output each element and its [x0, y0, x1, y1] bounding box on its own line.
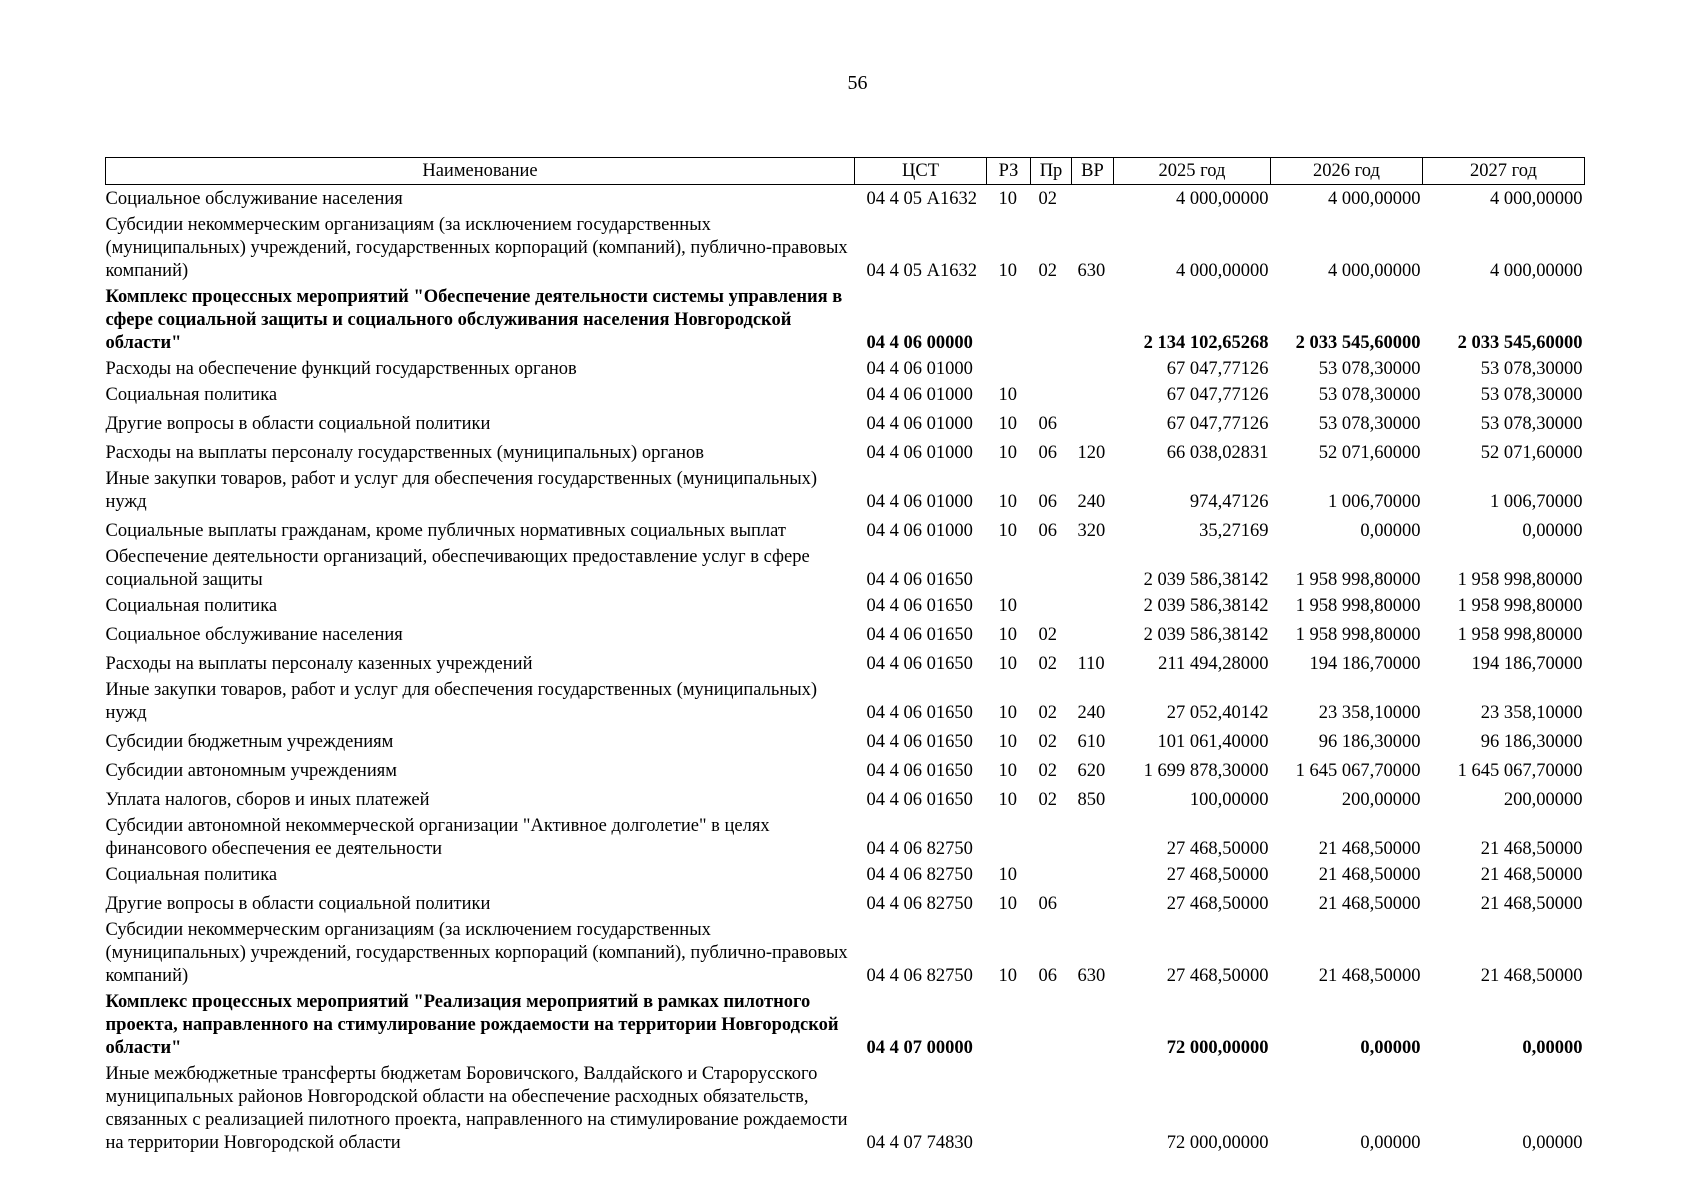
header-2025: 2025 год: [1114, 158, 1271, 185]
row-vr: [1072, 887, 1114, 916]
row-vr: 620: [1077, 761, 1106, 781]
row-cst: 04 4 06 01650: [866, 790, 973, 810]
row-cst: 04 4 06 82750: [866, 865, 973, 885]
row-vr: [1072, 988, 1114, 1060]
row-rz: 10: [998, 790, 1017, 810]
row-name: Субсидии автономным учреждениям: [105, 761, 397, 781]
row-value-2025: 27 468,50000: [1166, 865, 1269, 885]
row-cst: 04 4 06 01650: [866, 570, 973, 590]
row-value-2025: 2 039 586,38142: [1143, 596, 1269, 616]
table-body: [106, 185, 1585, 1156]
row-name: Расходы на обеспечение функций государственных органов: [105, 359, 577, 379]
page-number: 56: [847, 72, 868, 94]
header-pr: Пр: [1031, 158, 1072, 185]
table-row: [106, 592, 1585, 618]
table-row: [106, 916, 1585, 988]
row-value-2027: 23 358,10000: [1480, 703, 1583, 723]
row-pr: 02: [1038, 625, 1057, 645]
row-name: Социальная политика: [105, 385, 278, 405]
row-rz: 10: [998, 966, 1017, 986]
row-rz: [987, 988, 1031, 1060]
row-name: Субсидии некоммерческим организациям (за исключением государственных (муниципальных) учреждений, государственных корпораций (компаний), публично-правовых компаний): [105, 215, 848, 281]
row-value-2027: 53 078,30000: [1480, 414, 1583, 434]
row-rz: 10: [998, 596, 1017, 616]
row-value-2025: 27 468,50000: [1166, 966, 1269, 986]
row-pr: 02: [1038, 732, 1057, 752]
row-pr: [1031, 861, 1072, 887]
row-value-2025: 67 047,77126: [1166, 359, 1269, 379]
row-name: Социальные выплаты гражданам, кроме публичных нормативных социальных выплат: [105, 521, 786, 541]
row-value-2027: 1 958 998,80000: [1457, 570, 1583, 590]
header-cst: ЦСТ: [855, 158, 987, 185]
row-name: Социальное обслуживание населения: [105, 189, 403, 209]
row-name: Иные закупки товаров, работ и услуг для обеспечения государственных (муниципальных) нужд: [105, 469, 818, 512]
row-cst: 04 4 06 01000: [866, 492, 973, 512]
table-row: [106, 436, 1585, 465]
row-vr: [1072, 1060, 1114, 1155]
row-cst: 04 4 06 01000: [866, 359, 973, 379]
row-rz: [987, 355, 1031, 381]
table-row: [106, 618, 1585, 647]
row-value-2026: 0,00000: [1360, 1038, 1421, 1058]
row-name: Социальная политика: [105, 596, 278, 616]
row-pr: 02: [1038, 654, 1057, 674]
row-rz: [987, 1060, 1031, 1155]
row-pr: [1031, 812, 1072, 861]
row-value-2025: 2 134 102,65268: [1143, 333, 1269, 353]
row-cst: 04 4 06 01000: [866, 443, 973, 463]
table-row: [106, 407, 1585, 436]
row-value-2025: 100,00000: [1189, 790, 1269, 810]
row-value-2026: 1 958 998,80000: [1295, 596, 1421, 616]
row-value-2025: 72 000,00000: [1166, 1038, 1269, 1058]
row-pr: [1031, 592, 1072, 618]
row-value-2025: 2 039 586,38142: [1143, 625, 1269, 645]
row-value-2025: 974,47126: [1189, 492, 1269, 512]
row-rz: 10: [998, 443, 1017, 463]
row-value-2026: 1 958 998,80000: [1295, 625, 1421, 645]
row-rz: 10: [998, 261, 1017, 281]
row-value-2025: 67 047,77126: [1166, 414, 1269, 434]
table-row: [106, 812, 1585, 861]
row-value-2025: 101 061,40000: [1157, 732, 1269, 752]
row-rz: 10: [998, 492, 1017, 512]
row-vr: [1072, 283, 1114, 355]
row-value-2027: 2 033 545,60000: [1457, 333, 1583, 353]
row-name: Обеспечение деятельности организаций, обеспечивающих предоставление услуг в сфере социальной защиты: [105, 547, 810, 590]
row-vr: 120: [1077, 443, 1106, 463]
row-cst: 04 4 06 82750: [866, 839, 973, 859]
row-name: Иные межбюджетные трансферты бюджетам Боровичского, Валдайского и Старорусского муниципальных районов Новгородской области на обеспечение расходных обязательств, связанных с реализацией пилотного проекта, направленного на стимулирование рождаемости на территории Новгородской области: [105, 1064, 848, 1153]
row-vr: 630: [1077, 966, 1106, 986]
row-rz: 10: [998, 625, 1017, 645]
row-rz: [987, 812, 1031, 861]
header-row: [106, 158, 1585, 185]
row-value-2027: 4 000,00000: [1490, 189, 1583, 209]
header-2026: 2026 год: [1271, 158, 1423, 185]
row-cst: 04 4 06 01650: [866, 596, 973, 616]
row-value-2026: 53 078,30000: [1318, 385, 1421, 405]
row-value-2026: 4 000,00000: [1328, 261, 1421, 281]
row-cst: 04 4 06 01650: [866, 761, 973, 781]
row-value-2026: 53 078,30000: [1318, 414, 1421, 434]
row-value-2027: 0,00000: [1522, 1133, 1583, 1153]
row-pr: 06: [1038, 894, 1057, 914]
row-value-2026: 21 468,50000: [1318, 894, 1421, 914]
row-value-2025: 72 000,00000: [1166, 1133, 1269, 1153]
row-value-2026: 23 358,10000: [1318, 703, 1421, 723]
row-value-2027: 52 071,60000: [1480, 443, 1583, 463]
table-row: [106, 543, 1585, 592]
row-cst: 04 4 06 01650: [866, 654, 973, 674]
row-value-2026: 4 000,00000: [1328, 189, 1421, 209]
row-pr: [1031, 988, 1072, 1060]
row-name: Уплата налогов, сборов и иных платежей: [105, 790, 430, 810]
table-row: [106, 185, 1585, 212]
row-value-2027: 1 645 067,70000: [1457, 761, 1583, 781]
row-value-2025: 211 494,28000: [1158, 654, 1269, 674]
row-value-2026: 0,00000: [1360, 1133, 1421, 1153]
row-value-2026: 52 071,60000: [1318, 443, 1421, 463]
row-value-2026: 1 645 067,70000: [1295, 761, 1421, 781]
row-cst: 04 4 07 74830: [866, 1133, 973, 1153]
row-value-2027: 4 000,00000: [1490, 261, 1583, 281]
table-row: [106, 355, 1585, 381]
row-cst: 04 4 06 01000: [866, 414, 973, 434]
row-value-2027: 21 468,50000: [1480, 839, 1583, 859]
row-value-2027: 200,00000: [1503, 790, 1583, 810]
row-vr: 630: [1077, 261, 1106, 281]
row-value-2027: 53 078,30000: [1480, 385, 1583, 405]
row-value-2025: 1 699 878,30000: [1143, 761, 1269, 781]
row-pr: [1031, 1060, 1072, 1155]
row-value-2025: 27 052,40142: [1166, 703, 1269, 723]
row-value-2027: 0,00000: [1522, 1038, 1583, 1058]
row-rz: 10: [998, 703, 1017, 723]
table-row: [106, 725, 1585, 754]
table-row: [106, 211, 1585, 283]
row-cst: 04 4 06 01650: [866, 732, 973, 752]
row-value-2027: 96 186,30000: [1480, 732, 1583, 752]
table-row: [106, 381, 1585, 407]
row-value-2026: 53 078,30000: [1318, 359, 1421, 379]
row-name: Другие вопросы в области социальной политики: [105, 894, 491, 914]
row-vr: 240: [1077, 703, 1106, 723]
row-value-2027: 53 078,30000: [1480, 359, 1583, 379]
row-rz: 10: [998, 894, 1017, 914]
header-2027: 2027 год: [1423, 158, 1585, 185]
row-pr: 06: [1038, 521, 1057, 541]
row-cst: 04 4 06 01650: [866, 625, 973, 645]
row-name: Комплекс процессных мероприятий "Обеспечение деятельности системы управления в сфере социальной защиты и социального обслуживания населения Новгородской области": [105, 287, 843, 353]
row-vr: [1072, 543, 1114, 592]
row-rz: 10: [998, 865, 1017, 885]
row-value-2026: 1 958 998,80000: [1295, 570, 1421, 590]
row-value-2025: 27 468,50000: [1166, 894, 1269, 914]
row-vr: [1072, 618, 1114, 647]
table-row: [106, 861, 1585, 887]
row-value-2025: 4 000,00000: [1176, 261, 1269, 281]
table-row: [106, 1060, 1585, 1155]
row-pr: 02: [1038, 189, 1057, 209]
row-rz: 10: [998, 385, 1017, 405]
row-value-2025: 4 000,00000: [1176, 189, 1269, 209]
row-value-2026: 21 468,50000: [1318, 839, 1421, 859]
table-row: [106, 676, 1585, 725]
row-vr: 610: [1077, 732, 1106, 752]
row-cst: 04 4 06 01650: [866, 703, 973, 723]
row-cst: 04 4 05 А1632: [866, 261, 977, 281]
row-value-2027: 1 958 998,80000: [1457, 625, 1583, 645]
row-value-2027: 1 006,70000: [1490, 492, 1583, 512]
row-vr: [1072, 185, 1114, 212]
row-value-2025: 27 468,50000: [1166, 839, 1269, 859]
row-value-2027: 21 468,50000: [1480, 966, 1583, 986]
row-name: Другие вопросы в области социальной политики: [105, 414, 491, 434]
row-name: Субсидии автономной некоммерческой организации "Активное долголетие" в целях финансового обеспечения ее деятельности: [105, 816, 770, 859]
row-pr: [1031, 283, 1072, 355]
row-pr: 02: [1038, 761, 1057, 781]
row-vr: [1072, 355, 1114, 381]
row-value-2027: 194 186,70000: [1471, 654, 1583, 674]
row-rz: [987, 283, 1031, 355]
row-rz: 10: [998, 189, 1017, 209]
row-rz: 10: [998, 732, 1017, 752]
row-rz: 10: [998, 521, 1017, 541]
row-name: Расходы на выплаты персоналу государственных (муниципальных) органов: [105, 443, 705, 463]
row-value-2026: 200,00000: [1341, 790, 1421, 810]
table-row: [106, 283, 1585, 355]
table-row: [106, 514, 1585, 543]
row-value-2025: 67 047,77126: [1166, 385, 1269, 405]
row-name: Субсидии некоммерческим организациям (за исключением государственных (муниципальных) учреждений, государственных корпораций (компаний), публично-правовых компаний): [105, 920, 848, 986]
row-value-2027: 21 468,50000: [1480, 894, 1583, 914]
row-pr: [1031, 381, 1072, 407]
row-value-2026: 21 468,50000: [1318, 865, 1421, 885]
row-vr: [1072, 812, 1114, 861]
header-name: Наименование: [106, 158, 855, 185]
row-cst: 04 4 06 01000: [866, 385, 973, 405]
row-cst: 04 4 05 А1632: [866, 189, 977, 209]
row-value-2025: 66 038,02831: [1166, 443, 1269, 463]
row-cst: 04 4 06 00000: [866, 333, 973, 353]
row-vr: 240: [1077, 492, 1106, 512]
row-cst: 04 4 07 00000: [866, 1038, 973, 1058]
row-name: Социальное обслуживание населения: [105, 625, 403, 645]
row-pr: 02: [1038, 703, 1057, 723]
table-row: [106, 754, 1585, 783]
row-value-2026: 21 468,50000: [1318, 966, 1421, 986]
row-rz: 10: [998, 414, 1017, 434]
row-value-2027: 1 958 998,80000: [1457, 596, 1583, 616]
row-vr: [1072, 407, 1114, 436]
row-vr: [1072, 861, 1114, 887]
row-cst: 04 4 06 82750: [866, 966, 973, 986]
row-name: Субсидии бюджетным учреждениям: [105, 732, 394, 752]
row-pr: [1031, 543, 1072, 592]
header-vr: ВР: [1072, 158, 1114, 185]
table-header: [106, 158, 1585, 185]
table-row: [106, 783, 1585, 812]
row-name: Иные закупки товаров, работ и услуг для обеспечения государственных (муниципальных) нужд: [105, 680, 818, 723]
row-vr: [1072, 592, 1114, 618]
row-pr: 06: [1038, 492, 1057, 512]
row-pr: 06: [1038, 443, 1057, 463]
row-pr: 06: [1038, 966, 1057, 986]
table-row: [106, 647, 1585, 676]
row-name: Социальная политика: [105, 865, 278, 885]
row-value-2027: 21 468,50000: [1480, 865, 1583, 885]
row-pr: 02: [1038, 790, 1057, 810]
row-cst: 04 4 06 82750: [866, 894, 973, 914]
row-name: Расходы на выплаты персоналу казенных учреждений: [105, 654, 533, 674]
row-rz: 10: [998, 761, 1017, 781]
row-vr: 110: [1077, 654, 1105, 674]
budget-table: [105, 157, 1585, 1155]
table-row: [106, 988, 1585, 1060]
row-vr: 850: [1077, 790, 1106, 810]
row-value-2026: 0,00000: [1360, 521, 1421, 541]
row-cst: 04 4 06 01000: [866, 521, 973, 541]
row-pr: [1031, 355, 1072, 381]
header-rz: РЗ: [987, 158, 1031, 185]
row-value-2025: 2 039 586,38142: [1143, 570, 1269, 590]
table-row: [106, 887, 1585, 916]
row-value-2026: 96 186,30000: [1318, 732, 1421, 752]
row-rz: [987, 543, 1031, 592]
row-value-2026: 2 033 545,60000: [1295, 333, 1421, 353]
table-row: [106, 465, 1585, 514]
row-pr: 02: [1038, 261, 1057, 281]
row-vr: 320: [1077, 521, 1106, 541]
row-value-2026: 1 006,70000: [1328, 492, 1421, 512]
row-vr: [1072, 381, 1114, 407]
row-value-2025: 35,27169: [1199, 521, 1269, 541]
row-name: Комплекс процессных мероприятий "Реализация мероприятий в рамках пилотного проекта, направленного на стимулирование рождаемости на территории Новгородской области": [105, 992, 839, 1058]
row-pr: 06: [1038, 414, 1057, 434]
row-rz: 10: [998, 654, 1017, 674]
row-value-2027: 0,00000: [1522, 521, 1583, 541]
row-value-2026: 194 186,70000: [1309, 654, 1421, 674]
